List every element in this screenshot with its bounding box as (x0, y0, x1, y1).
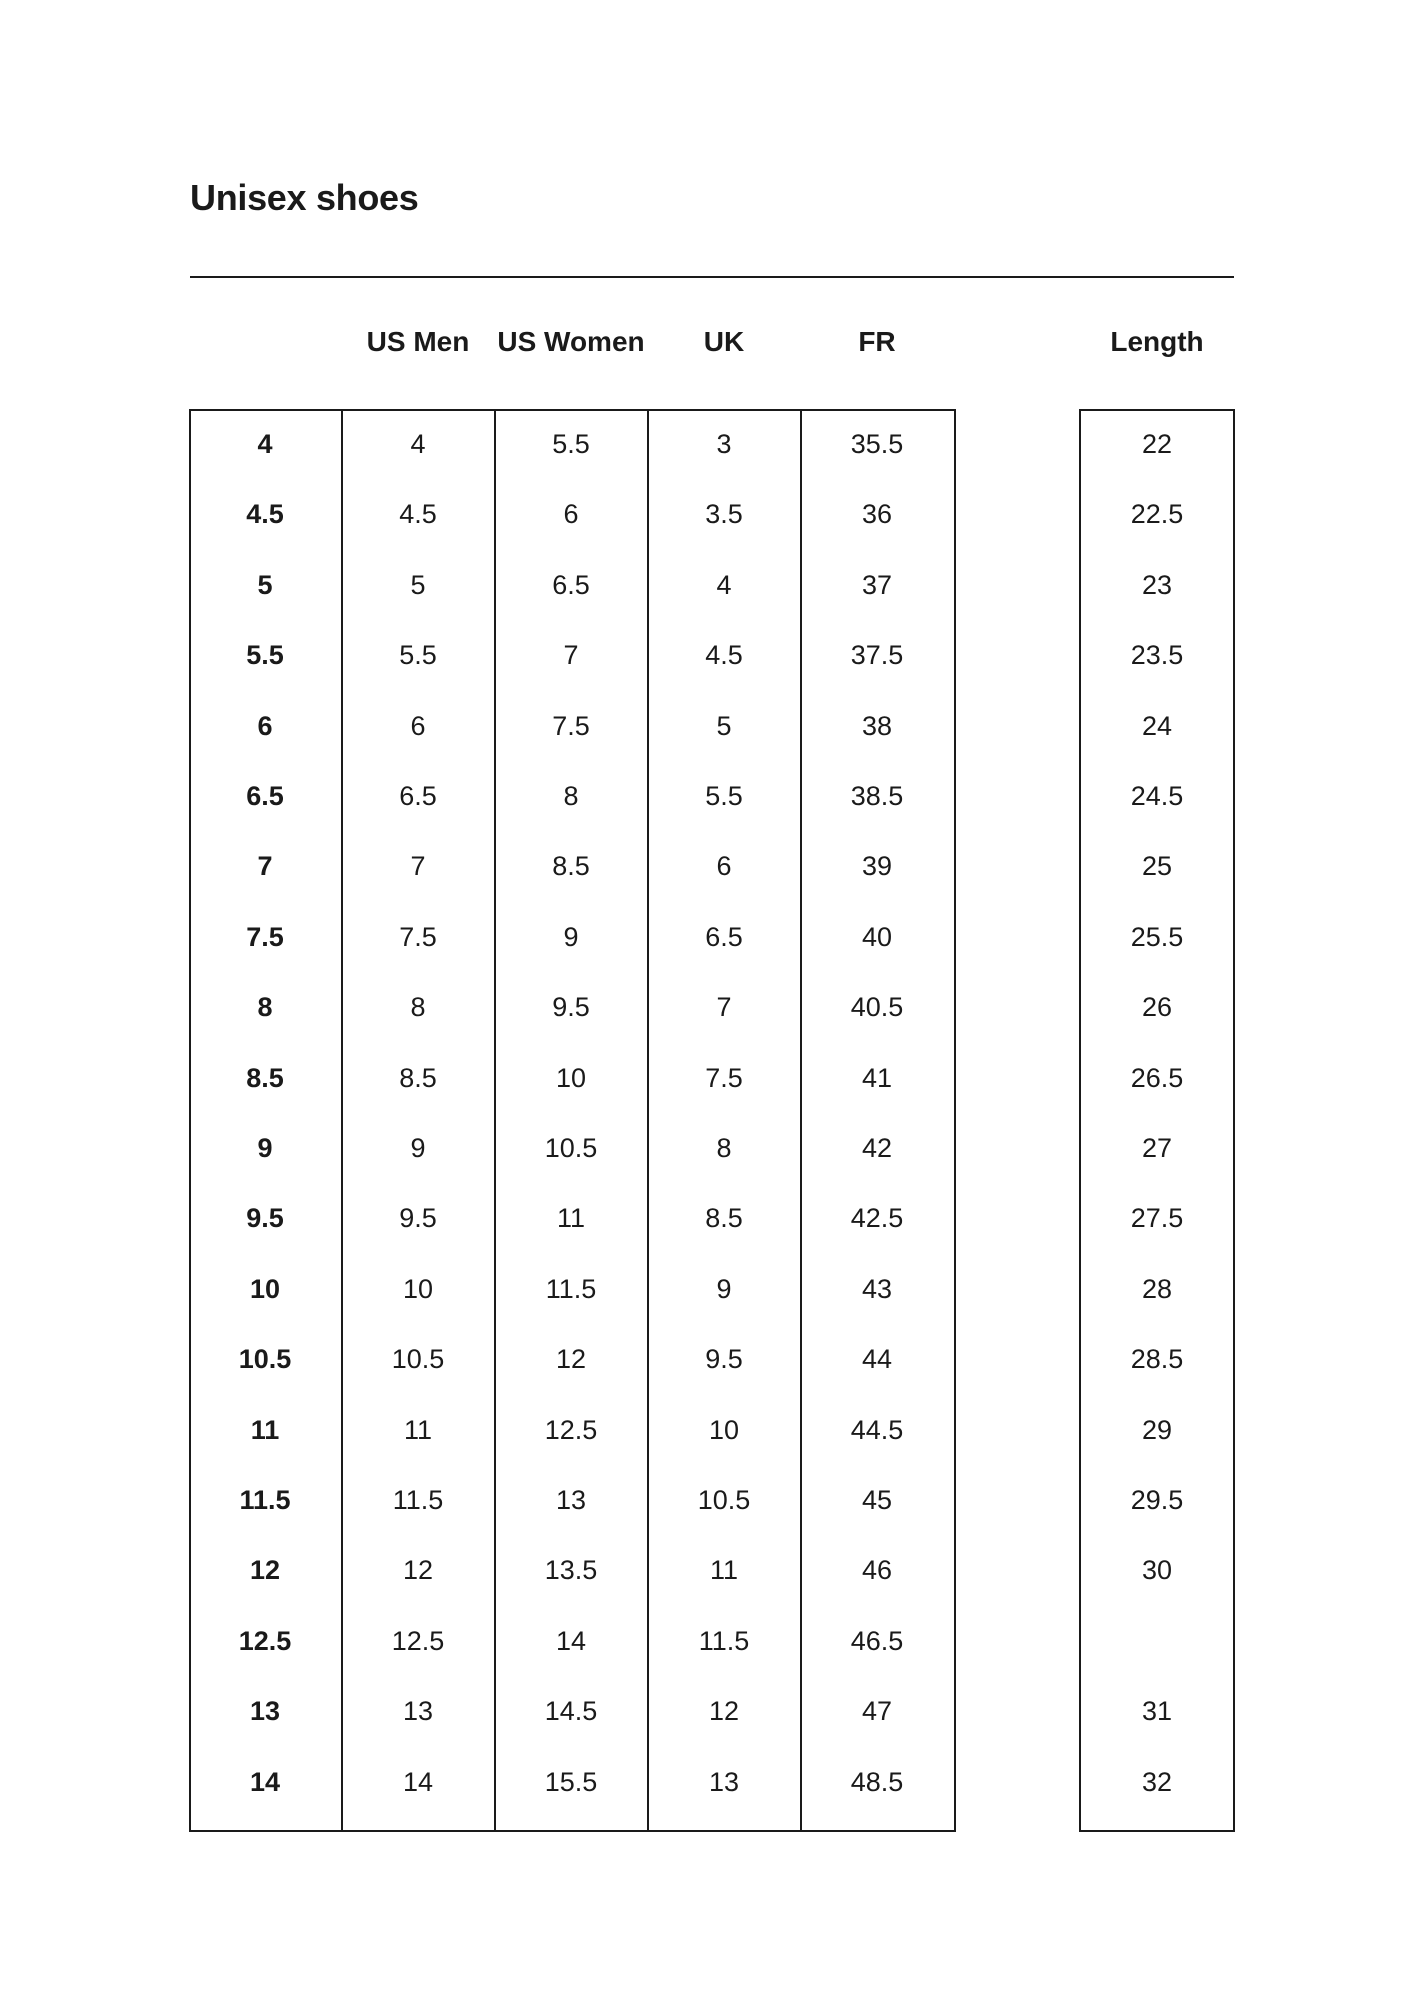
table-cell-us-women: 12 (555, 1344, 587, 1375)
column-header-uk: UK (703, 326, 745, 357)
title-divider (190, 276, 1234, 278)
table-cell-us-women: 6.5 (552, 569, 590, 600)
table-cell-us-women: 5.5 (552, 429, 590, 459)
table-cell-length: 22.5 (1130, 499, 1184, 530)
table-cell-eu: 10.5 (238, 1344, 292, 1375)
table-cell-eu: 4 (257, 429, 273, 459)
table-cell-uk: 7 (716, 992, 732, 1023)
table-cell-us-men: 12 (402, 1555, 434, 1586)
table-cell-length: 26.5 (1130, 1062, 1184, 1093)
table-cell-us-men: 13 (402, 1696, 434, 1727)
table-cell-eu: 11 (250, 1414, 280, 1445)
table-cell-us-men: 4.5 (399, 499, 437, 530)
table-cell-us-men: 6 (410, 710, 426, 741)
table-cell-us-women: 12.5 (544, 1414, 598, 1445)
column-header-eu (190, 322, 340, 362)
table-cell-us-men: 9 (410, 1133, 426, 1163)
table-cell-us-men: 12.5 (391, 1625, 445, 1656)
table-cell-fr: 42.5 (850, 1203, 904, 1234)
table-cell-us-men: 9.5 (399, 1203, 437, 1234)
table-cell-us-women: 8 (563, 781, 579, 811)
table-cell-length: 24 (1141, 710, 1173, 741)
table-cell-eu: 14 (249, 1766, 281, 1797)
table-cell-uk: 7.5 (705, 1062, 743, 1093)
table-cell-fr: 35.5 (850, 429, 904, 459)
table-cell-uk: 10 (708, 1414, 740, 1445)
table-cell-uk: 8.5 (705, 1203, 743, 1234)
column-header-length: Length (1110, 326, 1204, 357)
table-cell-fr: 47 (861, 1696, 893, 1727)
table-cell-eu: 4.5 (246, 499, 284, 530)
table-cell-uk: 11 (709, 1555, 739, 1586)
table-cell-length: 30 (1141, 1555, 1173, 1586)
table-cell-length (1082, 1621, 1232, 1661)
table-cell-eu: 8.5 (246, 1062, 284, 1093)
table-cell-us-men: 4 (410, 429, 426, 459)
column-header-fr: FR (858, 326, 896, 357)
table-cell-uk: 4 (716, 569, 732, 600)
table-cell-length: 22 (1141, 429, 1173, 459)
table-cell-fr: 43 (861, 1273, 893, 1304)
column-divider (800, 409, 802, 1832)
table-cell-us-men: 5 (410, 569, 426, 600)
table-cell-eu: 6.5 (246, 781, 284, 811)
table-cell-fr: 44 (861, 1344, 893, 1375)
table-cell-fr: 38.5 (850, 781, 904, 811)
table-cell-uk: 3.5 (705, 499, 743, 530)
table-cell-us-women: 10 (555, 1062, 587, 1093)
table-cell-length: 32 (1141, 1766, 1173, 1797)
table-cell-fr: 38 (861, 710, 893, 741)
table-cell-us-women: 11.5 (545, 1273, 597, 1304)
table-cell-length: 28 (1141, 1273, 1173, 1304)
length-table-box (1079, 409, 1235, 1832)
table-cell-eu: 7 (257, 851, 273, 882)
size-table-box (189, 409, 956, 1832)
table-cell-eu: 11.5 (239, 1485, 291, 1515)
table-cell-us-women: 13 (555, 1485, 587, 1515)
table-cell-length: 27 (1141, 1133, 1173, 1163)
table-cell-fr: 39 (861, 851, 893, 882)
table-cell-us-women: 10.5 (544, 1133, 598, 1163)
table-cell-length: 29.5 (1130, 1485, 1184, 1515)
table-cell-fr: 36 (861, 499, 893, 530)
table-cell-us-men: 8 (410, 992, 426, 1023)
table-cell-uk: 10.5 (697, 1485, 751, 1515)
table-cell-us-men: 5.5 (399, 640, 437, 671)
table-cell-us-women: 13.5 (544, 1555, 598, 1586)
table-cell-eu: 5 (257, 569, 273, 600)
table-cell-us-women: 8.5 (552, 851, 590, 882)
table-cell-fr: 46 (861, 1555, 893, 1586)
column-divider (494, 409, 496, 1832)
table-cell-fr: 46.5 (850, 1625, 904, 1656)
table-cell-us-women: 14 (555, 1625, 587, 1656)
table-cell-length: 25.5 (1130, 921, 1184, 952)
table-cell-us-women: 11 (556, 1203, 586, 1234)
table-cell-uk: 3 (716, 429, 732, 459)
table-cell-us-men: 10 (402, 1273, 434, 1304)
table-cell-uk: 9.5 (705, 1344, 743, 1375)
table-cell-fr: 45 (861, 1485, 893, 1515)
column-divider (647, 409, 649, 1832)
table-cell-us-women: 7 (563, 640, 579, 671)
table-cell-eu: 13 (249, 1696, 281, 1727)
table-cell-length: 29 (1141, 1414, 1173, 1445)
table-cell-eu: 9 (257, 1133, 273, 1163)
table-cell-eu: 5.5 (246, 640, 284, 671)
table-cell-length: 27.5 (1130, 1203, 1184, 1234)
table-cell-fr: 48.5 (850, 1766, 904, 1797)
table-cell-fr: 44.5 (850, 1414, 904, 1445)
table-cell-uk: 5 (716, 710, 732, 741)
table-cell-fr: 40.5 (850, 992, 904, 1023)
table-cell-uk: 12 (708, 1696, 740, 1727)
table-cell-eu: 7.5 (246, 921, 284, 952)
table-cell-length: 28.5 (1130, 1344, 1184, 1375)
table-cell-uk: 6.5 (705, 921, 743, 952)
table-cell-eu: 9.5 (246, 1203, 284, 1234)
table-cell-eu: 10 (249, 1273, 281, 1304)
table-cell-uk: 4.5 (705, 640, 743, 671)
table-cell-us-women: 9 (563, 921, 579, 952)
table-cell-us-men: 14 (402, 1766, 434, 1797)
column-header-us-men: US Men (366, 326, 470, 357)
table-cell-us-men: 7 (410, 851, 426, 882)
table-cell-us-men: 11 (403, 1414, 433, 1445)
table-cell-length: 26 (1141, 992, 1173, 1023)
table-cell-us-women: 7.5 (552, 710, 590, 741)
table-cell-length: 31 (1141, 1696, 1173, 1727)
table-cell-fr: 37 (861, 569, 893, 600)
table-cell-us-women: 15.5 (544, 1766, 598, 1797)
page-title: Unisex shoes (190, 177, 419, 218)
table-cell-fr: 37.5 (850, 640, 904, 671)
table-cell-length: 23 (1141, 569, 1173, 600)
table-cell-uk: 9 (716, 1273, 732, 1304)
table-cell-us-women: 9.5 (552, 992, 590, 1023)
table-cell-fr: 41 (861, 1062, 893, 1093)
table-cell-eu: 12 (249, 1555, 281, 1586)
table-cell-uk: 8 (716, 1133, 732, 1163)
table-cell-length: 24.5 (1130, 781, 1184, 811)
table-cell-fr: 40 (861, 921, 893, 952)
table-cell-uk: 5.5 (705, 781, 743, 811)
table-cell-eu: 12.5 (238, 1625, 292, 1656)
table-cell-us-men: 7.5 (399, 921, 437, 952)
table-cell-us-women: 6 (563, 499, 579, 530)
column-header-us-women: US Women (497, 326, 645, 357)
table-cell-eu: 8 (257, 992, 273, 1023)
column-divider (341, 409, 343, 1832)
table-cell-uk: 6 (716, 851, 732, 882)
table-cell-us-men: 10.5 (391, 1344, 445, 1375)
table-cell-fr: 42 (861, 1133, 893, 1163)
table-cell-us-women: 14.5 (544, 1696, 598, 1727)
table-cell-uk: 11.5 (698, 1625, 750, 1656)
table-cell-us-men: 8.5 (399, 1062, 437, 1093)
table-cell-us-men: 6.5 (399, 781, 437, 811)
table-cell-eu: 6 (257, 710, 273, 741)
table-cell-us-men: 11.5 (392, 1485, 444, 1515)
table-cell-length: 23.5 (1130, 640, 1184, 671)
table-cell-length: 25 (1141, 851, 1173, 882)
table-cell-uk: 13 (708, 1766, 740, 1797)
